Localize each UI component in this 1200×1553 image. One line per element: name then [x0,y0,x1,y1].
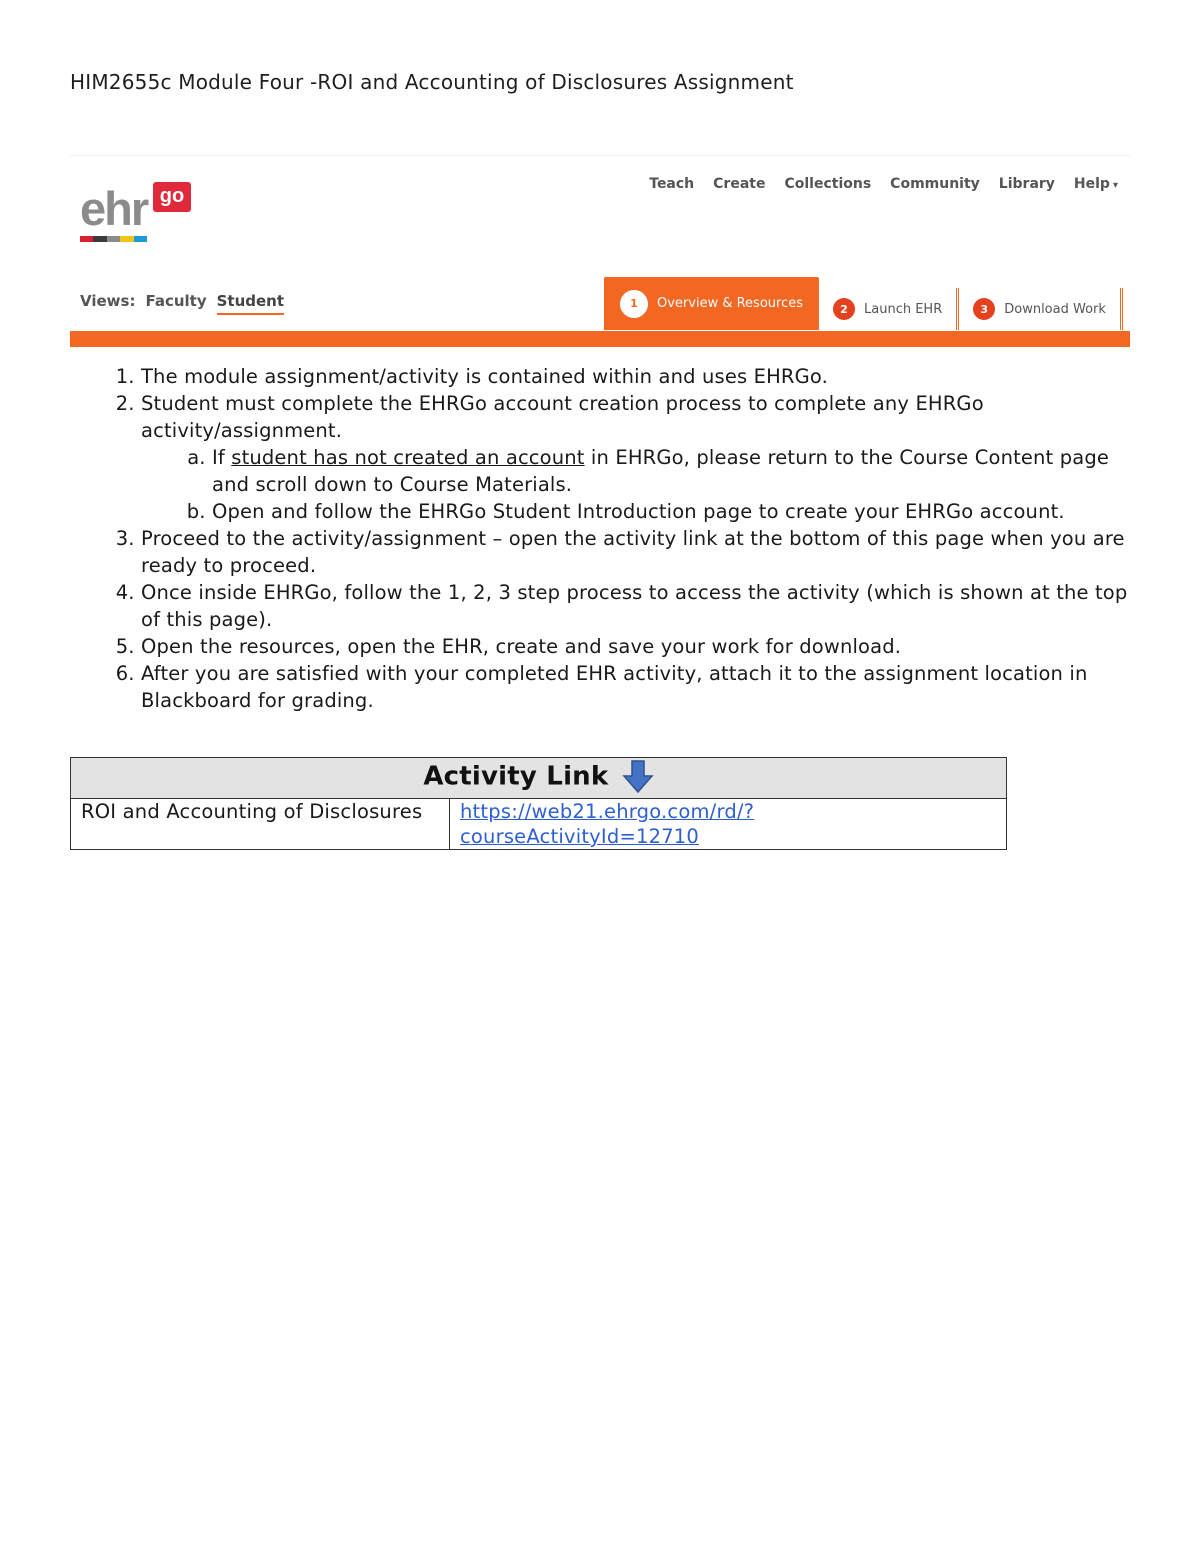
activity-url-part2: courseActivityId=12710 [460,825,700,848]
tab-label: Launch EHR [864,301,943,317]
table-header [71,758,1007,799]
views-label: Views: [80,292,136,310]
activity-link[interactable] [460,800,754,848]
substep-item: b. Open and follow the EHRGo Student Introduction page to create your EHRGo account. [212,498,1132,525]
step-item: 1. The module assignment/activity is contained within and uses EHRGo. [141,363,1132,390]
top-nav [649,176,1118,192]
step-number-2: 2 [833,298,855,320]
step-item: 5. Open the resources, open the EHR, create and save your work for download. [141,633,1132,660]
substep-text-post: in EHRGo, please return to the Course Content page and scroll down to Course Materials. [212,446,1109,496]
substep-text-pre: If [212,446,232,469]
instruction-steps [70,363,1132,714]
logo-color-bar [80,236,147,242]
step-item: 4. Once inside EHRGo, follow the 1, 2, 3 step process to access the activity (which is shown at the top of this page). [141,579,1132,633]
ehrgo-logo[interactable] [80,180,192,242]
step-number-1: 1 [620,290,648,318]
account-link[interactable]: student has not created an account [231,446,585,469]
table-header-label: Activity Link [423,761,609,792]
caret-down-icon: ▾ [1112,180,1118,191]
tab-label: Download Work [1004,301,1106,317]
table-row [71,799,1007,850]
substep-item [212,444,1132,498]
arrow-down-icon [622,760,654,794]
step-number-3: 3 [973,298,995,320]
view-faculty[interactable]: Faculty [145,292,207,310]
tab-download-work[interactable] [959,288,1123,330]
nav-help-label: Help [1073,176,1110,192]
tab-overview-resources[interactable] [604,277,819,330]
activity-url-part1: https://web21.ehrgo.com/rd/? [460,800,755,823]
ehrgo-screenshot [70,155,1130,348]
activity-link-table [70,757,1007,850]
view-student[interactable]: Student [217,292,284,315]
step-text: Student must complete the EHRGo account creation process to complete any EHRGo activity/assignment. [141,392,984,442]
step-item: 6. After you are satisfied with your completed EHR activity, attach it to the assignment location in Blackboard for grading. [141,660,1132,714]
views-switcher [80,292,284,315]
step-item: 3. Proceed to the activity/assignment – open the activity link at the bottom of this page when you are ready to proceed. [141,525,1132,579]
nav-create[interactable]: Create [713,176,766,192]
document-title: HIM2655c Module Four -ROI and Accounting of Disclosures Assignment [70,70,794,94]
activity-name-cell: ROI and Accounting of Disclosures [71,799,450,850]
nav-community[interactable]: Community [890,176,980,192]
tab-underline-bar [70,331,1130,347]
nav-help[interactable] [1074,176,1118,192]
logo-text: ehr [80,182,148,235]
step-tabs [604,277,1123,330]
steps-list [70,363,1132,714]
tab-launch-ehr[interactable] [819,288,959,330]
substeps-list [141,444,1132,525]
nav-teach[interactable]: Teach [649,176,695,192]
activity-url-cell [450,799,1007,850]
nav-collections[interactable]: Collections [784,176,872,192]
nav-library[interactable]: Library [998,176,1055,192]
step-item [141,390,1132,525]
tab-label: Overview & Resources [657,296,803,311]
logo-go-badge: go [153,182,191,212]
